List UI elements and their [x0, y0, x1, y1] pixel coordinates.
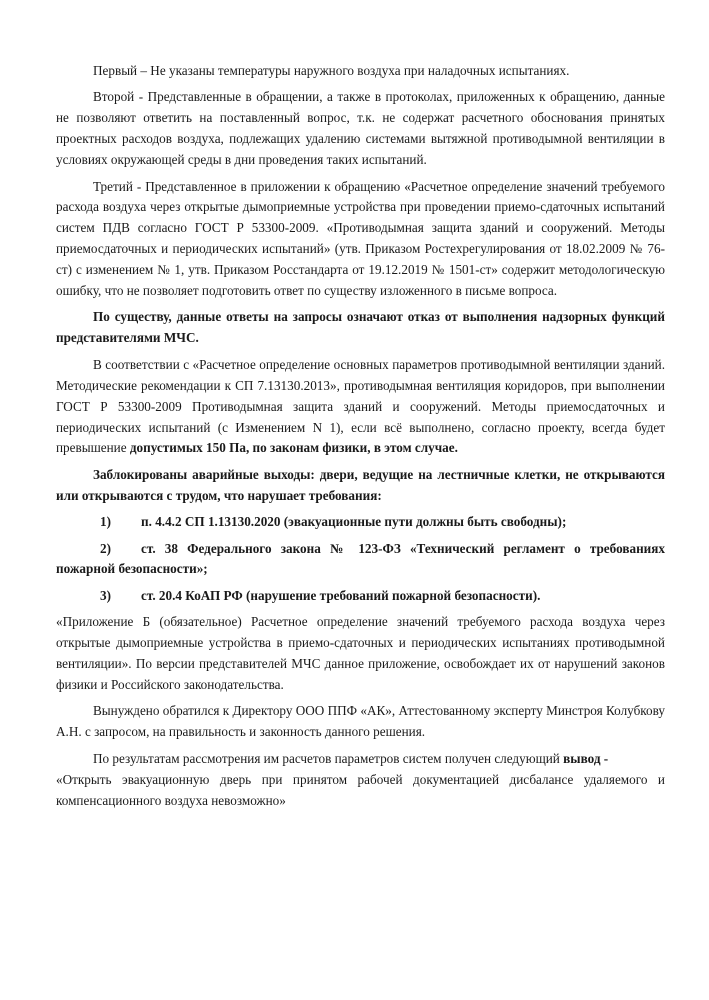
paragraph-first: Первый – Не указаны температуры наружного воздуха при наладочных испытаниях.: [93, 63, 570, 78]
list-item-number: 1): [100, 514, 111, 530]
list-item: [56, 539, 665, 581]
list-item-number: 3): [100, 587, 111, 603]
paragraph-compliance-text: В соответствии с «Расчетное определение основных параметров противодымной вентиляции зданий. Методические рекомендации к СП 7.13130.2013», противодымная вентиляция коридоров, при выполнении ГОСТ Р 53300-2009 Противодымная защита зданий и сооружений. Методы приемосдаточных и периодических испытаний (с Изменением N 1), если всё выполнено, согласно проекту, всегда будет превышение: [56, 356, 665, 456]
paragraph-second: Второй - Представленные в обращении, а также в протоколах, приложенных к обращению, данные не позволяют ответить на поставленный вопрос, т.к. не содержат расчетного обоснования принятых проектных расходов воздуха, подлежащих удалению системами вытяжной противодымной вентиляции в условиях окружающей среды в дни проведения таких испытаний.: [56, 89, 665, 168]
paragraph-result-bold: вывод -: [563, 750, 609, 766]
paragraph-blocked-exits: Заблокированы аварийные выходы: двери, ведущие на лестничные клетки, не открываются или открываются с трудом, что нарушает требования:: [56, 466, 665, 503]
document-body: [56, 61, 665, 817]
list-item-number: 2): [100, 540, 111, 556]
paragraph-quote: «Открыть эвакуационную дверь при принятом рабочей документацией дисбалансе удаляемого и компенсационного воздуха невозможно»: [56, 771, 665, 808]
list-item-text-continued: пожарной безопасности»;: [56, 561, 208, 577]
paragraph-third: Третий - Представленное в приложении к обращению «Расчетное определение значений требуемого расхода воздуха через открытые дымоприемные устройства при проведении приемо-сдаточных испытаний систем ПДВ согласно ГОСТ Р 53300-2009. «Противодымная защита зданий и сооружений. Методы приемосдаточных и периодических испытаний» (утв. Приказом Ростехрегулирования от 18.02.2009 № 76-ст) с изменением № 1, утв. Приказом Росстандарта от 19.12.2019 № 1501-ст» содержит методологическую ошибку, что не позволяет подготовить ответ по существу изложенного в письме вопроса.: [56, 178, 665, 299]
paragraph-expert: Вынуждено обратился к Директору ООО ППФ «АК», Аттестованному эксперту Минстроя Колубкову А.Н. с запросом, на правильность и законность данного решения.: [56, 703, 665, 740]
paragraph-appendix: «Приложение Б (обязательное) Расчетное определение значений требуемого расхода воздуха через открытые дымоприемные устройства в приемо-сдаточных и периодических испытаниях противодымной вентиляции». По версии представителей МЧС данное приложение, освобождает их от нарушений законов физики и Российского законодательства.: [56, 614, 665, 692]
list-item-text: ст. 20.4 КоАП РФ (нарушение требований пожарной безопасности).: [141, 587, 541, 603]
list-item: [56, 586, 665, 607]
list-item: [56, 512, 665, 533]
paragraph-result: [56, 749, 665, 770]
paragraph-result-text: По результатам рассмотрения им расчетов параметров систем получен следующий: [93, 750, 564, 766]
list-item-text: ст. 38 Федерального закона № 123-ФЗ «Технический регламент о требованиях: [141, 540, 665, 556]
paragraph-compliance: [56, 355, 665, 460]
list-item-text: п. 4.4.2 СП 1.13130.2020 (эвакуационные пути должны быть свободны);: [141, 514, 567, 530]
paragraph-compliance-bold: допустимых 150 Па, по законам физики, в этом случае.: [129, 440, 458, 456]
paragraph-conclusion-bold: По существу, данные ответы на запросы означают отказ от выполнения надзорных функций представителями МЧС.: [56, 309, 665, 346]
